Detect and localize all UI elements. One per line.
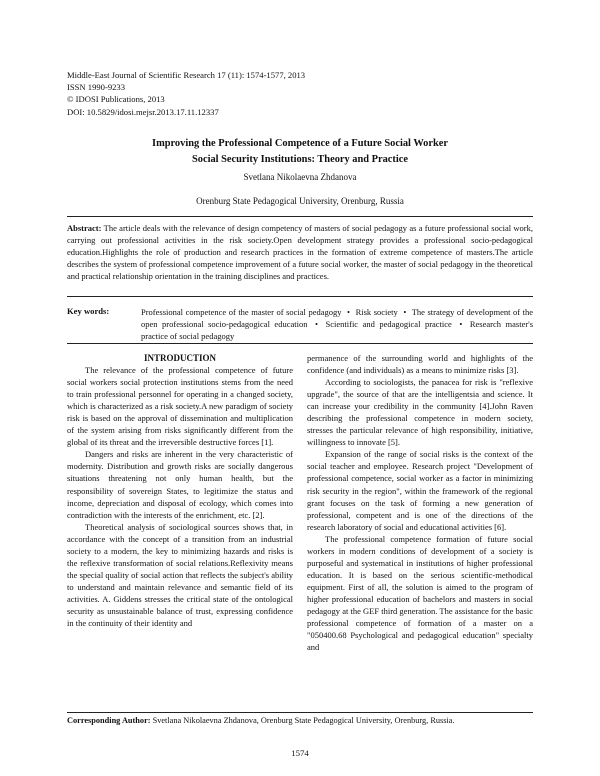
journal-copyright: © IDOSI Publications, 2013 [67,94,165,105]
body-paragraph: Expansion of the range of social risks is the context of the social teacher and employee. Research project "Development of professional competence, social worker as a factor in minimizing risk security in the region", within the framework of the regional grant focuses on the task of forming a new generation of professional, competent and is one of the directions of the research laboratory of social and educational activities [6]. [307,449,533,532]
keyword-separator: • [347,307,351,317]
journal-doi: DOI: 10.5829/idosi.mejsr.2013.17.11.12337 [67,106,219,117]
title-line-2: Social Security Institutions: Theory and Practice [192,154,408,165]
body-paragraph: According to sociologists, the panacea for risk is "reflexive upgrade", the source of that are the intelligentsia and science. It can increase your credibility in the community [4].John Raven describing the professional competence in modern society, stresses the particular relevance of high responsibility, initiative, willingness to innovate [5]. [307,377,533,448]
body-paragraph-continued: permanence of the surrounding world and highlights of the confidence (and individuals) as a means to minimize risks [3]. [307,353,533,376]
left-column [67,352,293,629]
author-name: Svetlana Nikolaevna Zhdanova [243,172,357,182]
keyword-item: Professional competence of the master of social pedagogy [141,307,342,317]
body-paragraph: The relevance of the professional competence of future social workers social protection institutions stems from the need to train professional personnel for operating in a changed society, which is characterized as a risk society.A new paradigm of society risk is based on the approval of dissemination and multiplication of the system arising from risks significantly different from the global of its threat and the irreversible destructive forces [1]. [67,365,293,448]
author-affiliation: Orenburg State Pedagogical University, Orenburg, Russia [196,196,404,206]
keywords-list [141,306,533,342]
journal-header [67,69,305,118]
keyword-item: Research master's practice of social pedagogy [141,319,534,342]
abstract-top-rule [67,216,533,217]
section-heading-introduction: INTRODUCTION [143,353,216,363]
page-number: 1574 [291,748,309,758]
footer-rule [67,712,533,713]
body-top-rule [67,343,533,344]
body-paragraph: Dangers and risks are inherent in the very characteristic of modernity. Distribution and growth risks are socially dangerous situations threatening not only human health, but the responsibility of sovereign States, to legitimize the status and income, depreciation and disposal of ecology, which comes into contradiction with the interests of the enrichment, etc. [2]. [67,449,293,520]
keyword-item: Risk society [355,307,398,317]
journal-issn: ISSN 1990-9233 [67,82,126,93]
keyword-separator: • [315,319,318,330]
abstract [67,222,533,282]
right-column [307,352,533,653]
keyword-item: The strategy of development of the open professional socio-pedagogical education [141,307,534,330]
corresponding-author-text: Svetlana Nikolaevna Zhdanova, Orenburg State Pedagogical University, Orenburg, Russia. [152,716,455,725]
keywords-label: Key words: [67,306,110,316]
body-paragraph: Theoretical analysis of sociological sources shows that, in accordance with the concept of a transition from an industrial society to a modern, the key to minimizing hazards and risks is the reflexive transformation of social relations.Reflexivity means the special quality of social action that reflects the subject's ability to understand and maintain relevance and semantic field of its activities. A. Giddens stresses the critical state of the ontological security as unsustainable balance of trust, expressing confidence in the continuity of their identity and [67,521,293,629]
keywords-top-rule [67,296,533,297]
corresponding-author-label: Corresponding Author: [67,716,151,725]
abstract-label: Abstract: [67,223,102,233]
journal-citation: Middle-East Journal of Scientific Research 17 (11): 1574-1577, 2013 [67,70,306,80]
article-title [60,136,540,168]
corresponding-author [67,716,455,725]
abstract-text: The article deals with the relevance of design competency of masters of social pedagogy as a future professional social work, carrying out professional activities in the risk society.Open development strategy provides a professional socio-pedagogical education.Highlights the role of production and research practices in the formation of extreme competence of masters.The article describes the system of professional competence improvement of a future social worker, the master of social pedagogy in the theoretical and practical relationship orientation in the training disciplines and practices. [67,223,533,282]
title-line-1: Improving the Professional Competence of a Future Social Worker [152,138,448,149]
body-paragraph: The professional competence formation of future social workers in modern conditions of development of a society is purposeful and systematical in institutions of higher professional education. It is based on the serious scientific-methodical equipment. First of all, the solution is aimed to the program of higher professional education of bachelors and masters in social pedagogy at the GEF third generation. The assistance for the basic professional competence of formation of a master on a "050400.68 Psychological and pedagogical education" specialty and [307,533,533,653]
keyword-separator: • [459,319,463,330]
keyword-item: Scientific and pedagogical practice [325,319,452,330]
keyword-separator: • [403,307,407,317]
